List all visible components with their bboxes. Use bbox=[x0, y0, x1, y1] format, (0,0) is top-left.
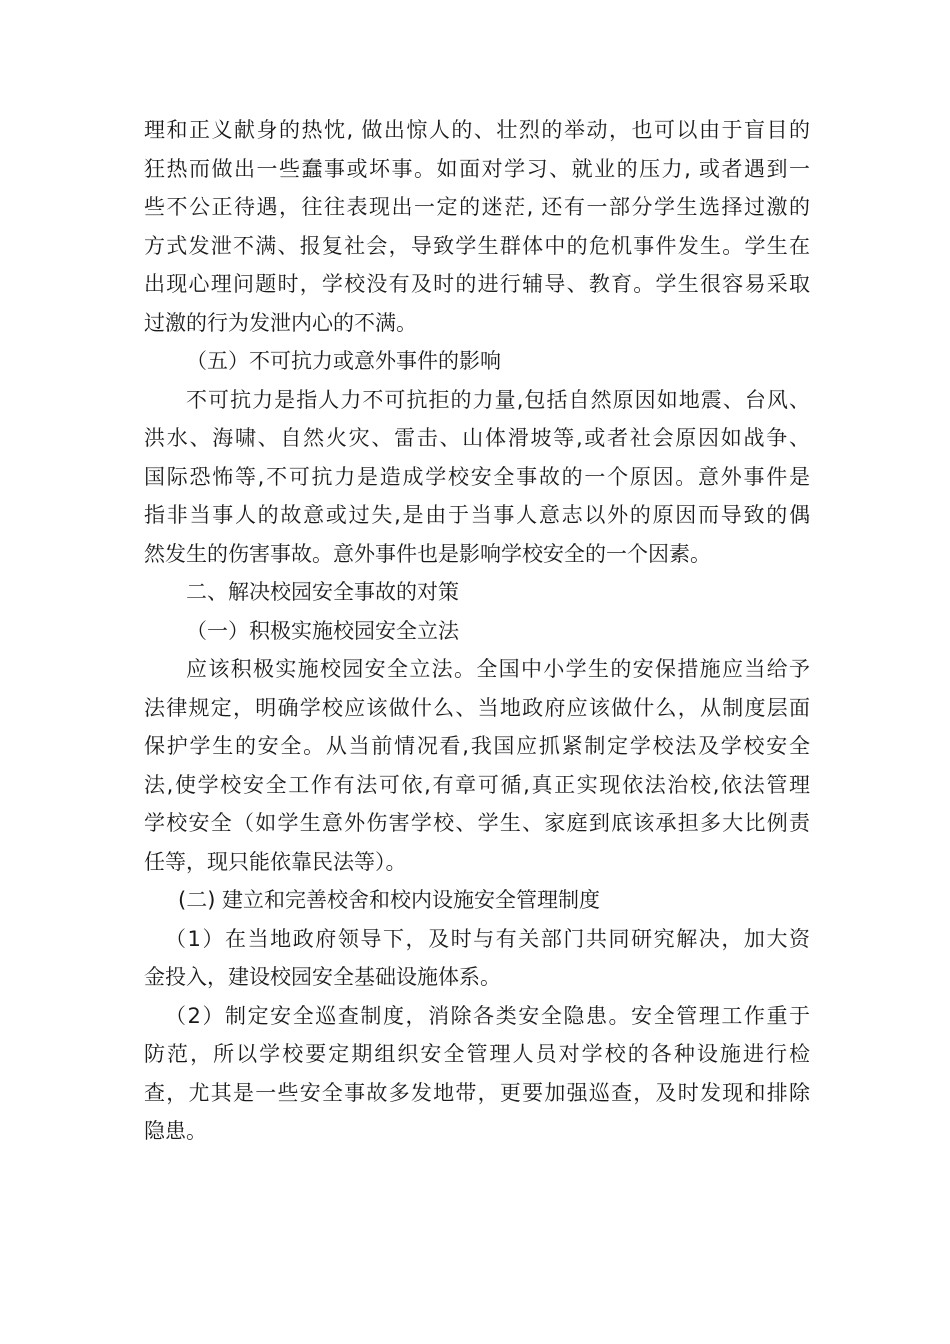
text-line: 查，尤其是一些安全事故多发地带，更要加强巡查，及时发现和排除 bbox=[144, 1080, 810, 1105]
text-line: 国际恐怖等,不可抗力是造成学校安全事故的一个原因。意外事件是 bbox=[144, 464, 810, 489]
text-line: 保护学生的安全。从当前情况看,我国应抓紧制定学校法及学校安全 bbox=[144, 734, 810, 758]
text-line: 任等，现只能依靠民法等）。 bbox=[144, 849, 407, 874]
text-line: 金投入，建设校园安全基础设施体系。 bbox=[144, 965, 501, 989]
text-line: 应该积极实施校园安全立法。全国中小学生的安保措施应当给予 bbox=[186, 657, 810, 681]
text-line: 防范，所以学校要定期组织安全管理人员对学校的各种设施进行检 bbox=[144, 1042, 810, 1066]
text-line: 指非当事人的故意或过失,是由于当事人意志以外的原因而导致的偶 bbox=[144, 503, 810, 527]
text-line: 法,使学校安全工作有法可依,有章可循,真正实现依法治校,依法管理 bbox=[144, 772, 810, 797]
text-line: 法律规定，明确学校应该做什么、当地政府应该做什么，从制度层面 bbox=[144, 695, 810, 720]
text-line: （2）制定安全巡查制度，消除各类安全隐患。安全管理工作重于 bbox=[165, 1003, 810, 1028]
text-line: 洪水、海啸、自然火灾、雷击、山体滑坡等,或者社会原因如战争、 bbox=[144, 426, 810, 450]
text-line: 二、解决校园安全事故的对策 bbox=[186, 580, 459, 604]
text-line: 过激的行为发泄内心的不满。 bbox=[144, 310, 417, 335]
text-line: （五）不可抗力或意外事件的影响 bbox=[186, 349, 501, 373]
document-body bbox=[144, 111, 810, 1151]
text-line: (二) 建立和完善校舍和校内设施安全管理制度 bbox=[178, 888, 601, 912]
text-line: 理和正义献身的热忱, 做出惊人的、壮烈的举动，也可以由于盲目的 bbox=[144, 118, 810, 142]
text-line: 不可抗力是指人力不可抗拒的力量,包括自然原因如地震、台风、 bbox=[186, 387, 810, 412]
text-line: 隐患。 bbox=[144, 1119, 207, 1143]
text-line: 些不公正待遇，往往表现出一定的迷茫, 还有一部分学生选择过激的 bbox=[144, 195, 810, 219]
text-line: （1）在当地政府领导下，及时与有关部门共同研究解决，加大资 bbox=[165, 926, 810, 951]
text-line: 方式发泄不满、报复社会，导致学生群体中的危机事件发生。学生在 bbox=[144, 233, 810, 258]
text-line: （一）积极实施校园安全立法 bbox=[186, 618, 459, 643]
text-line: 学校安全（如学生意外伤害学校、学生、家庭到底该承担多大比例责 bbox=[144, 811, 810, 835]
text-line: 然发生的伤害事故。意外事件也是影响学校安全的一个因素。 bbox=[144, 541, 711, 566]
text-line: 出现心理问题时，学校没有及时的进行辅导、教育。学生很容易采取 bbox=[144, 272, 810, 296]
text-line: 狂热而做出一些蠢事或坏事。如面对学习、就业的压力, 或者遇到一 bbox=[144, 156, 810, 181]
